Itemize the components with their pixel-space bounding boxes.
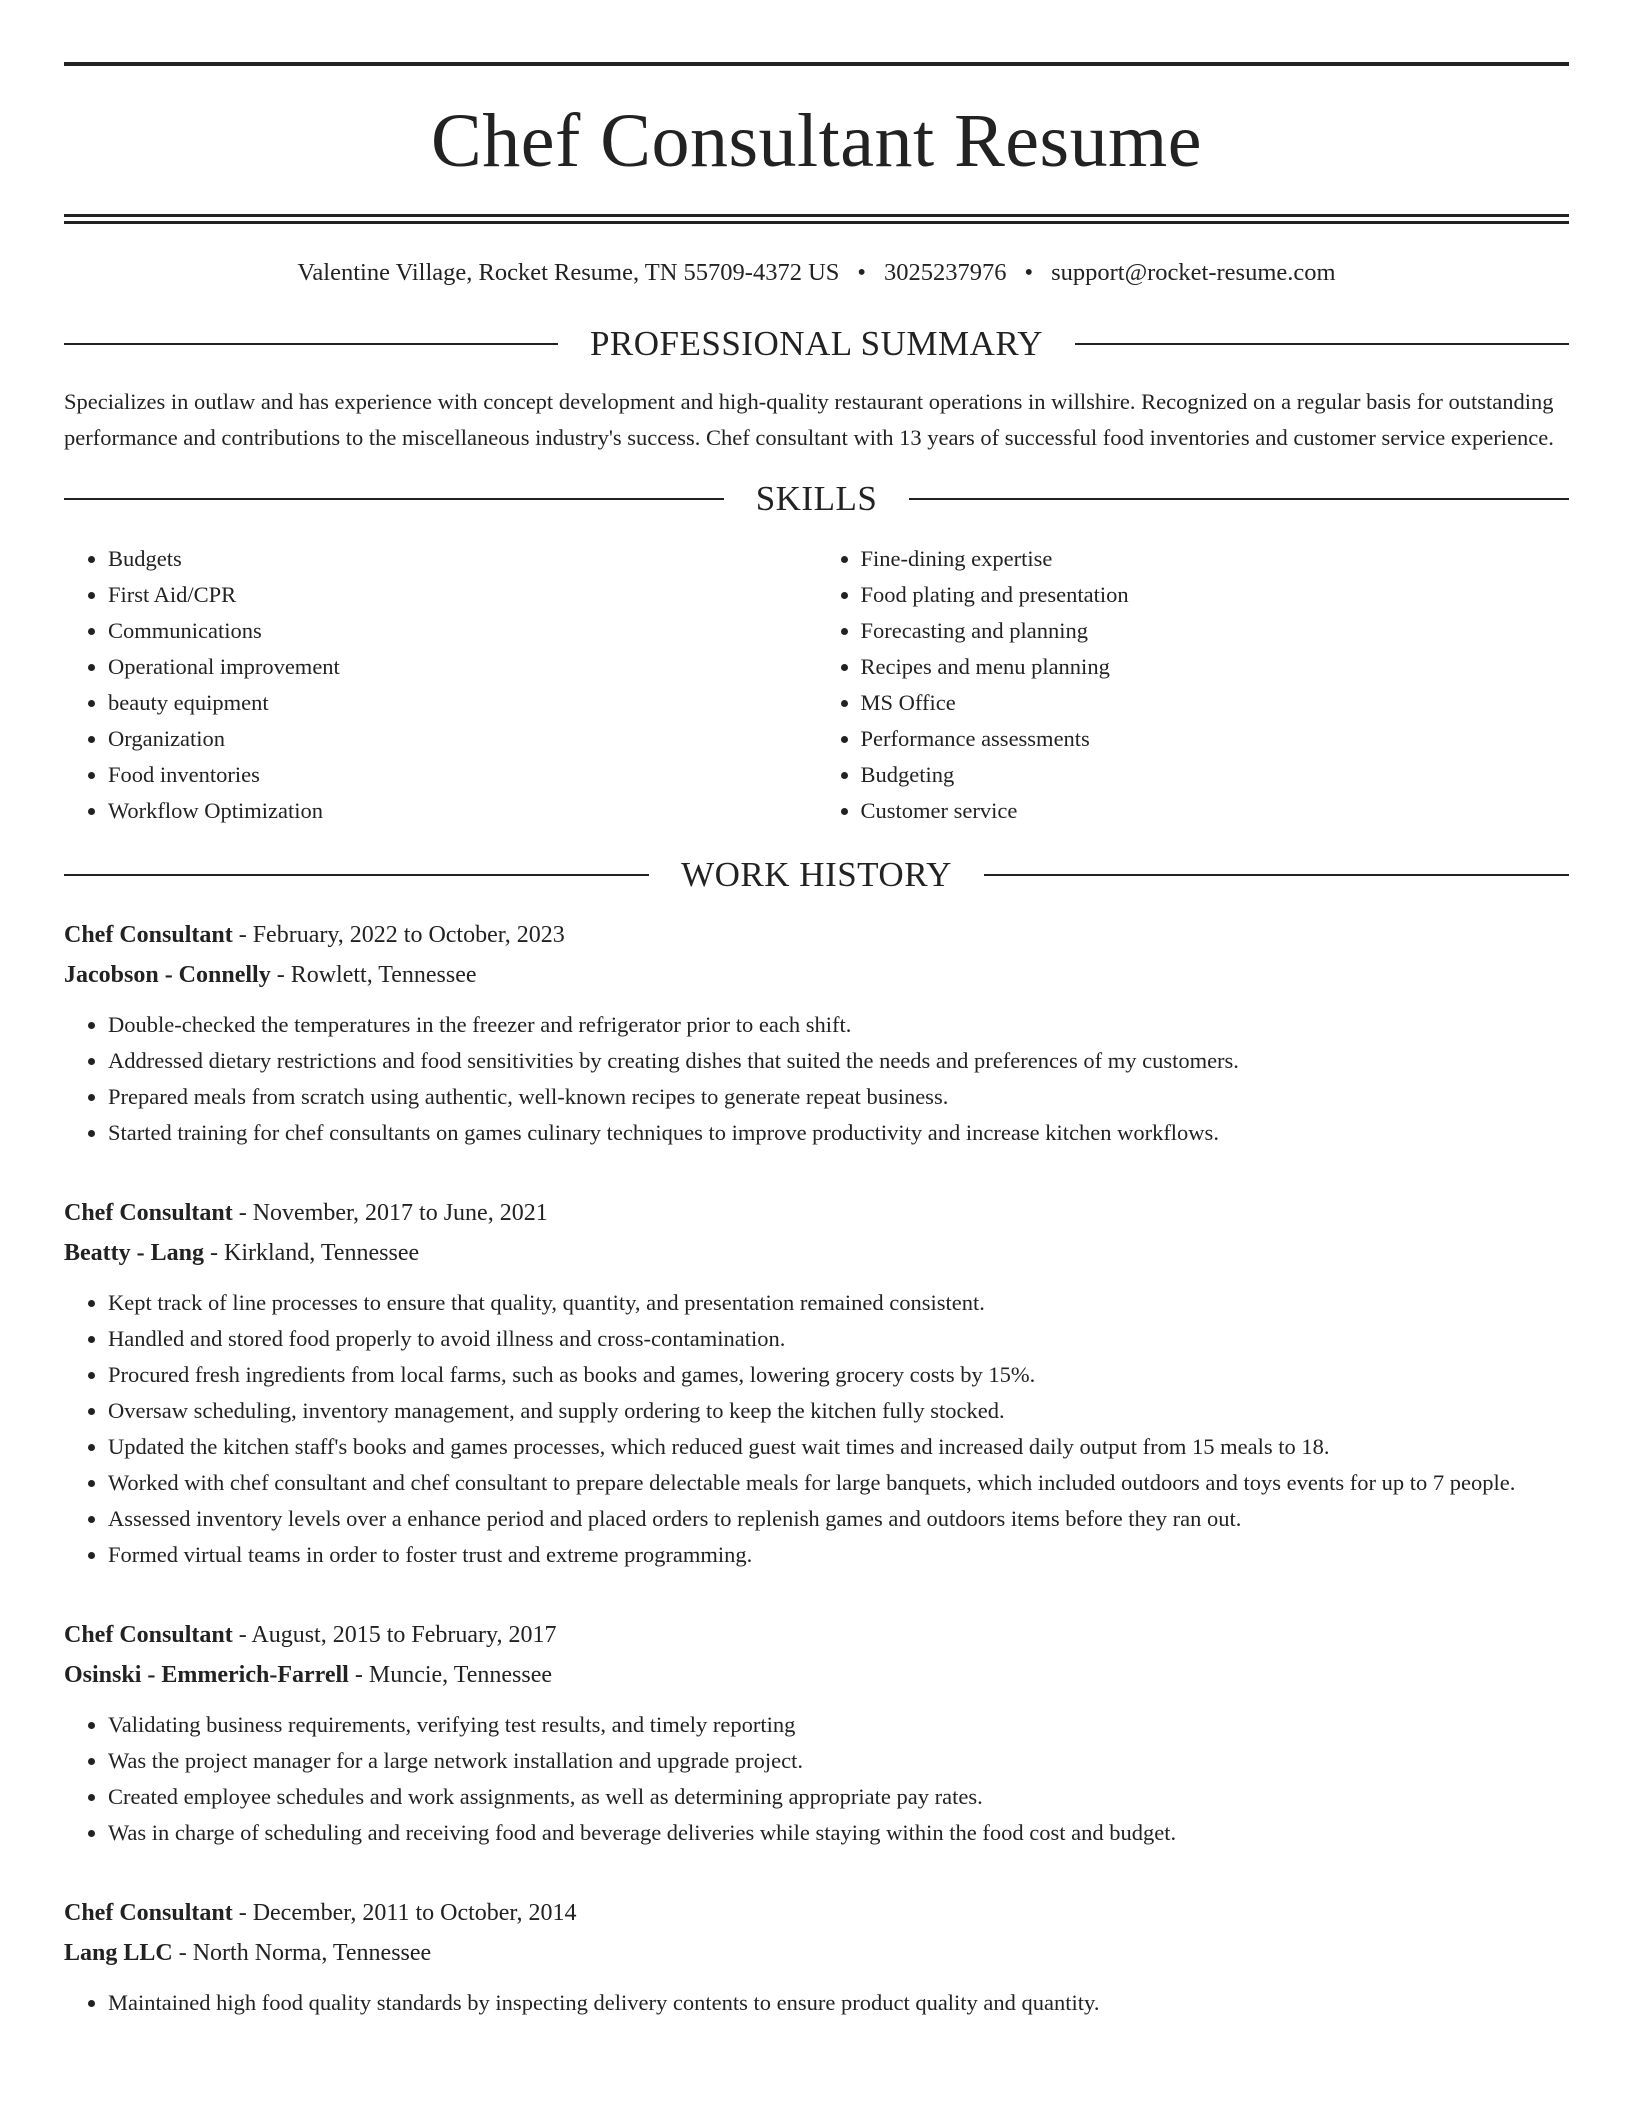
- job-location: - Muncie, Tennessee: [348, 1661, 553, 1688]
- job-bullet: • Addressed dietary restrictions and food sensitivities by creating dishes that suited the needs and preferences of my customers.: [108, 1043, 1569, 1079]
- skill-item: • Food inventories: [108, 757, 817, 793]
- heading-rule: [64, 874, 649, 876]
- job-entry: [64, 1615, 1569, 1851]
- skill-item: • Communications: [108, 613, 817, 649]
- job-dates: - February, 2022 to October, 2023: [232, 921, 565, 948]
- job-dates: - December, 2011 to October, 2014: [232, 1899, 577, 1926]
- work-history-heading-label: WORK HISTORY: [681, 854, 952, 894]
- skill-item: • Budgets: [108, 541, 817, 577]
- job-company-line: [64, 1933, 1569, 1973]
- job-role: Chef Consultant: [64, 1899, 233, 1926]
- heading-rule: [64, 343, 558, 345]
- job-bullets: [64, 1985, 1569, 2021]
- job-bullet: • Procured fresh ingredients from local farms, such as books and games, lowering grocery costs by 15%.: [108, 1357, 1569, 1393]
- heading-rule: [984, 874, 1569, 876]
- job-company: Jacobson - Connelly: [64, 961, 271, 988]
- job-bullets: [64, 1007, 1569, 1151]
- job-company-line: [64, 955, 1569, 995]
- skill-item: • MS Office: [861, 685, 1570, 721]
- job-bullet: • Assessed inventory levels over a enhance period and placed orders to replenish games and outdoors items before they ran out.: [108, 1501, 1569, 1537]
- skill-item: • Operational improvement: [108, 649, 817, 685]
- job-company: Osinski - Emmerich-Farrell: [64, 1661, 349, 1688]
- job-role: Chef Consultant: [64, 1621, 233, 1648]
- skill-item: • Recipes and menu planning: [861, 649, 1570, 685]
- summary-text: Specializes in outlaw and has experience with concept development and high-quality restaurant operations in willshire. Recognized on a regular basis for outstanding performance and contributions to the miscellaneous industry's success. Chef consultant with 13 years of successful food inventories and customer service experience.: [64, 389, 1554, 450]
- skill-item: • Forecasting and planning: [861, 613, 1570, 649]
- job-bullet: • Maintained high food quality standards by inspecting delivery contents to ensure product quality and quantity.: [108, 1985, 1569, 2021]
- job-role: Chef Consultant: [64, 921, 233, 948]
- resume-title: Chef Consultant Resume: [431, 99, 1202, 183]
- skills-heading: [64, 479, 1569, 519]
- job-title-line: [64, 915, 1569, 955]
- contact-email: support@rocket-resume.com: [1051, 259, 1336, 286]
- job-company: Lang LLC: [64, 1939, 173, 1966]
- top-rule: [64, 62, 1569, 66]
- contact-address: Valentine Village, Rocket Resume, TN 55709-4372 US: [297, 259, 840, 286]
- job-bullet: • Validating business requirements, verifying test results, and timely reporting: [108, 1707, 1569, 1743]
- skills-heading-label: SKILLS: [755, 478, 878, 518]
- skill-item: • Organization: [108, 721, 817, 757]
- job-title-line: [64, 1893, 1569, 1933]
- job-bullet: • Created employee schedules and work assignments, as well as determining appropriate pay rates.: [108, 1779, 1569, 1815]
- job-location: - Rowlett, Tennessee: [270, 961, 477, 988]
- contact-phone: 3025237976: [884, 259, 1007, 286]
- skills-column-left: [64, 541, 817, 829]
- skill-item: • beauty equipment: [108, 685, 817, 721]
- summary-heading: [64, 324, 1569, 364]
- heading-rule: [909, 498, 1569, 500]
- job-dates: - August, 2015 to February, 2017: [232, 1621, 557, 1648]
- skill-item: • Workflow Optimization: [108, 793, 817, 829]
- job-location: - Kirkland, Tennessee: [204, 1239, 420, 1266]
- skill-item: • Fine-dining expertise: [861, 541, 1570, 577]
- skill-item: • Customer service: [861, 793, 1570, 829]
- contact-separator: •: [857, 259, 866, 286]
- summary-heading-label: PROFESSIONAL SUMMARY: [589, 324, 1044, 363]
- job-entry: [64, 1893, 1569, 2021]
- job-dates: - November, 2017 to June, 2021: [232, 1199, 548, 1226]
- job-company: Beatty - Lang: [64, 1239, 204, 1266]
- contact-line: [64, 258, 1569, 288]
- job-bullet: • Was in charge of scheduling and receiving food and beverage deliveries while staying within the food cost and budget.: [108, 1815, 1569, 1851]
- job-title-line: [64, 1193, 1569, 1233]
- work-history-heading: [64, 855, 1569, 895]
- job-bullets: [64, 1707, 1569, 1851]
- skill-item: • Food plating and presentation: [861, 577, 1570, 613]
- contact-separator: •: [1024, 259, 1034, 286]
- job-bullet: • Was the project manager for a large network installation and upgrade project.: [108, 1743, 1569, 1779]
- skills-column-right: [817, 541, 1570, 829]
- job-bullet: • Oversaw scheduling, inventory management, and supply ordering to keep the kitchen fully stocked.: [108, 1393, 1569, 1429]
- job-bullet: • Prepared meals from scratch using authentic, well-known recipes to generate repeat business.: [108, 1079, 1569, 1115]
- skill-item: • First Aid/CPR: [108, 577, 817, 613]
- job-entry: [64, 1193, 1569, 1573]
- resume-page: [64, 62, 1569, 2021]
- job-bullet: • Started training for chef consultants on games culinary techniques to improve productivity and increase kitchen workflows.: [108, 1115, 1569, 1151]
- heading-rule: [1075, 343, 1569, 345]
- job-bullet: • Handled and stored food properly to avoid illness and cross-contamination.: [108, 1321, 1569, 1357]
- job-role: Chef Consultant: [64, 1199, 233, 1226]
- job-bullet: • Updated the kitchen staff's books and games processes, which reduced guest wait times and increased daily output from 15 meals to 18.: [108, 1429, 1569, 1465]
- job-company-line: [64, 1233, 1569, 1273]
- job-title-line: [64, 1615, 1569, 1655]
- job-entry: [64, 915, 1569, 1151]
- job-company-line: [64, 1655, 1569, 1695]
- skill-item: • Performance assessments: [861, 721, 1570, 757]
- skill-item: • Budgeting: [861, 757, 1570, 793]
- heading-rule: [64, 498, 724, 500]
- job-location: - North Norma, Tennessee: [172, 1939, 432, 1966]
- job-bullet: • Double-checked the temperatures in the freezer and refrigerator prior to each shift.: [108, 1007, 1569, 1043]
- job-bullet: • Kept track of line processes to ensure that quality, quantity, and presentation remained consistent.: [108, 1285, 1569, 1321]
- skills-list: [64, 541, 1569, 829]
- job-bullets: [64, 1285, 1569, 1573]
- title-double-rule: [64, 214, 1569, 224]
- job-bullet: • Worked with chef consultant and chef consultant to prepare delectable meals for large banquets, which included outdoors and toys events for up to 7 people.: [108, 1465, 1569, 1501]
- job-bullet: • Formed virtual teams in order to foster trust and extreme programming.: [108, 1537, 1569, 1573]
